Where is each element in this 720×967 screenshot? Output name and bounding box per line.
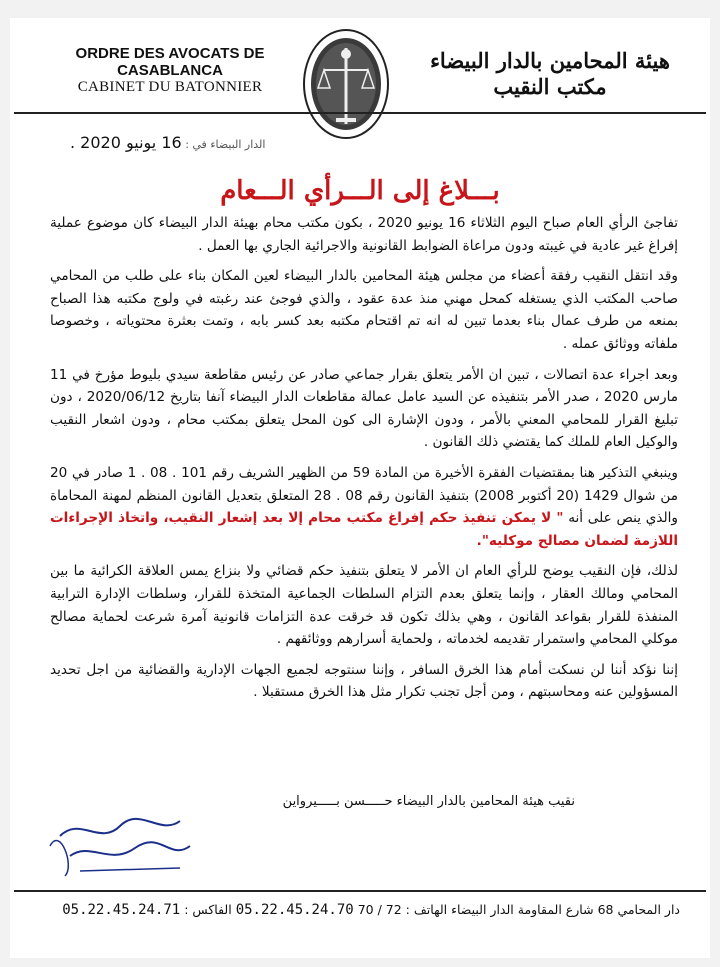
paragraph-4-quote: " لا يمكن تنفيذ حكم إفراغ مكتب محام إلا بعد إشعار النقيب، واتخاذ الإجراءات اللازمة لضمان مصالح موكليه". (50, 510, 678, 549)
date-value: 16 يونيو 2020 . (70, 133, 182, 152)
footer-divider (14, 890, 706, 892)
signature-line: نقيب هيئة المحامين بالدار البيضاء حـــــسن بـــــيرواين (282, 794, 575, 809)
footer-phone: 05.22.45.24.70 (235, 902, 354, 918)
header-ar-line1: هيئة المحامين بالدار البيضاء (430, 48, 670, 73)
header-fr-line3: CABINET DU BATONNIER (77, 79, 263, 95)
statement-body (50, 212, 678, 712)
paragraph-1: تفاجئ الرأي العام صباح اليوم الثلاثاء 16 يونيو 2020 ، بكون مكتب محام بهيئة الدار البيضاء كان موضوع عملية إفراغ غير عادية في غيبته ودون مراعاة الضوابط القانونية والاجرائية الجاري بها العمل . (50, 215, 678, 254)
paragraph-2: وقد انتقل النقيب رفقة أعضاء من مجلس هيئة المحامين بالدار البيضاء لعين المكان بناء على طلب من المحامي صاحب المكتب الذي يستغله كمحل مهني منذ عدة عقود ، والذي فوجئ عند رغبته في ولوج مكتبه هذا الصباح بمنعه من طرف عمال بناء بعدما تبين له انه تم اقتحام مكتبه بعد كسر بابه ، وتمت بعثرة محتوياته ، وخصوصا ملفاته ووثائق عمله . (50, 268, 678, 352)
footer-contact (40, 902, 680, 918)
footer-fax: 05.22.45.24.71 (62, 902, 181, 918)
header-ar-line2: مكتب النقيب (493, 74, 607, 99)
footer-fax-label: الفاكس : (184, 902, 232, 917)
signature-stamp-icon (40, 806, 200, 886)
header-french (60, 45, 280, 96)
footer-address: دار المحامي 68 شارع المقاومة الدار البيضاء الهاتف : (405, 902, 680, 917)
header-divider (14, 112, 706, 114)
paragraph-5: لذلك، فإن النقيب يوضح للرأي العام ان الأمر لا يتعلق بتنفيذ حكم قضائي ولا بنزاع يمس العلاقة الكرائية ما بين المحامي ومالك العقار ، وإنما يتعلق بعدم التزام السلطات الجماعية المتخذة للقرار، وسلطات الإدارة الترابية المنفذة للقرار بقواعد القانون ، وهي بذلك تكون قد خرقت عدة التزامات قانونية آمرة شرعت لحماية مصالح موكلي المحامي واستمرار تقديمه لخدماته ، ولحماية أسرارهم ووثائقهم . (50, 563, 678, 648)
paragraph-3: وبعد اجراء عدة اتصالات ، تبين ان الأمر يتعلق بقرار جماعي صادر عن رئيس مقاطعة سيدي بليوط مؤرخ في 11 مارس 2020 ، صدر الأمر بتنفيذه عن السيد عامل عمالة مقاطعات الدار البيضاء آنفا بتاريخ 2020/06/12 ، دون تبليغ القرار للمحامي المعني بالأمر ، ودون الإشارة الى كون المحل يتعلق بمكتب محام ، ودون اشعار النقيب والوكيل العام للملك كما يقتضي ذلك القانون . (50, 366, 678, 451)
bar-association-emblem-icon (300, 28, 392, 140)
header-fr-line1: ORDRE DES AVOCATS DE (75, 45, 265, 62)
page-title: بـــلاغ إلى الـــرأي الـــعام (220, 176, 500, 206)
footer-phone-suffix: 72 / 70 (357, 902, 402, 917)
header-arabic (400, 48, 700, 100)
paragraph-4-text: وينبغي التذكير هنا بمقتضيات الفقرة الأخيرة من المادة 59 من الظهير الشريف رقم 101 . 08 . 1 صادر في 20 من شوال 1429 (20 أكتوبر 2008) بتنفيذ القانون رقم 08 . 28 المتعلق بتعديل القانون المنظم لمهنة المحاماة والذي ينص على أنه (50, 464, 679, 527)
header-fr-line2: CASABLANCA (117, 62, 223, 79)
date-line (70, 133, 265, 152)
paragraph-6: إننا نؤكد أننا لن نسكت أمام هذا الخرق السافر ، وإننا سنتوجه لجميع الجهات الإدارية والقضائية من اجل تحديد المسؤولين عنه ومحاسبتهم ، ومن أجل تجنب تكرار مثل هذا الخرق مستقبلا . (50, 661, 678, 701)
date-label: الدار البيضاء في : (185, 138, 266, 151)
paragraph-4 (50, 462, 678, 552)
